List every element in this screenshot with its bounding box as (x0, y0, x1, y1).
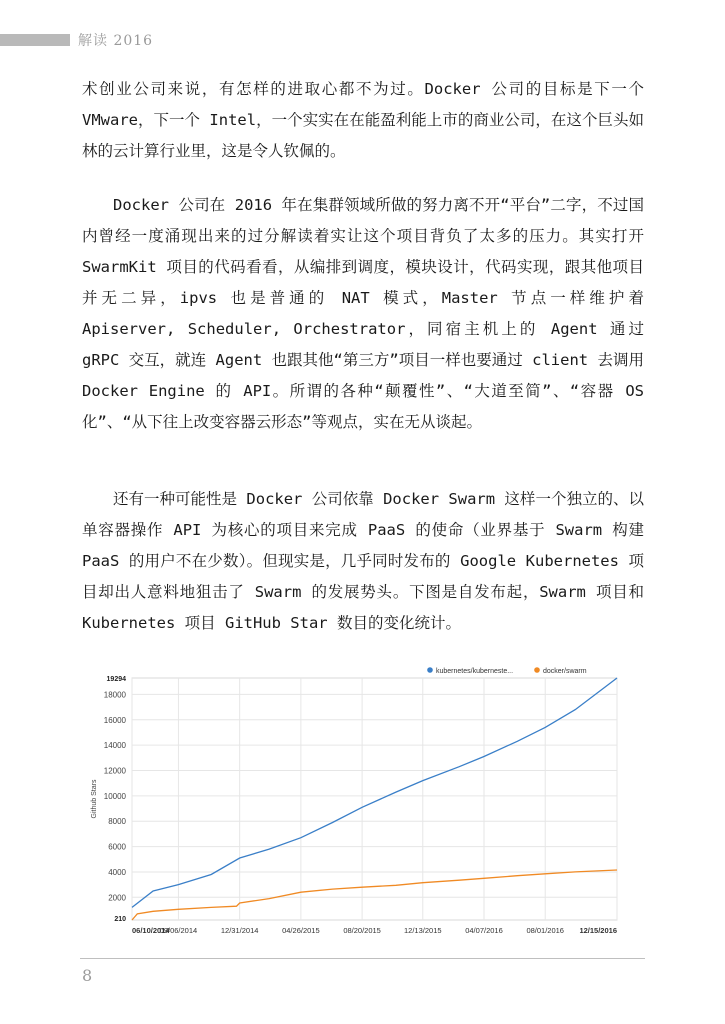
x-tick-label: 12/15/2016 (579, 926, 617, 935)
paragraph-text: Docker 公司在 2016 年在集群领域所做的努力离不开“平台”二字，不过国内曾经一度涌现出来的过分解读着实让这个项目背负了太多的压力。其实打开 SwarmKit 项目的代码看看，从编排到调度，模块设计，代码实现，跟其他项目并无二异，ipvs 也是普通的 NAT 模式，Master 节点一样维护着 Apiserver, Scheduler, Orchestrator，同宿主机上的 Agent 通过 gRPC 交互，就连 Agent 也跟其他“第三方”项目一样也要通过 client 去调用 Docker Engine 的 API。所谓的各种“颠覆性”、“大道至简”、“容器 OS 化”、“从下往上改变容器云形态”等观点，实在无从谈起。 (82, 196, 644, 431)
section-title: 解读 2016 (78, 33, 154, 49)
page-number: 8 (82, 966, 93, 985)
y-tick-label: 14000 (103, 741, 126, 751)
plot-area (132, 678, 617, 920)
y-tick-label: 10000 (103, 791, 126, 801)
footer-divider (80, 958, 645, 959)
y-tick-label: 4000 (108, 867, 126, 877)
paragraph-text: 还有一种可能性是 Docker 公司依靠 Docker Swarm 这样一个独立的、以单容器操作 API 为核心的项目来完成 PaaS 的使命（业界基于 Swarm 构建 PaaS 的用户不在少数）。但现实是，几乎同时发布的 Google Kubernetes 项目却出人意料地狙击了 Swarm 的发展势头。下图是自发布起，Swarm 项目和 Kubernetes 项目 GitHub Star 数目的变化统计。 (82, 490, 644, 632)
x-tick-label: 06/10/2014 (132, 926, 170, 935)
y-tick-label: 16000 (103, 715, 126, 725)
y-tick-label: 8000 (108, 817, 126, 827)
legend-swatch (534, 667, 540, 673)
paragraph-text: 术创业公司来说，有怎样的进取心都不为过。Docker 公司的目标是下一个 VMware，下一个 Intel，一个实实在在能盈利能上市的商业公司，在这个巨头如林的云计算行业里，这是令人钦佩的。 (82, 80, 644, 160)
x-tick-label: 04/07/2016 (465, 926, 503, 935)
header-bar (0, 34, 70, 46)
chart-svg (82, 662, 642, 944)
legend-label: docker/swarm (543, 668, 587, 675)
x-tick-label: 04/26/2015 (282, 926, 320, 935)
y-axis-title: Github Stars (91, 779, 98, 819)
x-tick-label: 08/20/2015 (343, 926, 381, 935)
x-tick-label: 12/31/2014 (220, 926, 259, 935)
x-tick-label: 09/06/2014 (159, 926, 198, 935)
x-tick-label: 08/01/2016 (526, 926, 564, 935)
y-min-label: 210 (114, 916, 126, 923)
y-tick-label: 12000 (103, 766, 126, 776)
y-tick-label: 18000 (103, 690, 126, 700)
y-tick-label: 2000 (108, 893, 126, 903)
y-tick-label: 6000 (108, 842, 126, 852)
paragraph-2 (82, 190, 644, 438)
legend-swatch (427, 667, 433, 673)
paragraph-3 (82, 484, 644, 639)
y-max-label: 19294 (106, 676, 126, 683)
github-stars-chart (82, 662, 642, 944)
x-tick-label: 12/13/2015 (404, 926, 442, 935)
paragraph-1 (82, 74, 644, 167)
legend-label: kubernetes/kuberneste... (436, 668, 514, 675)
